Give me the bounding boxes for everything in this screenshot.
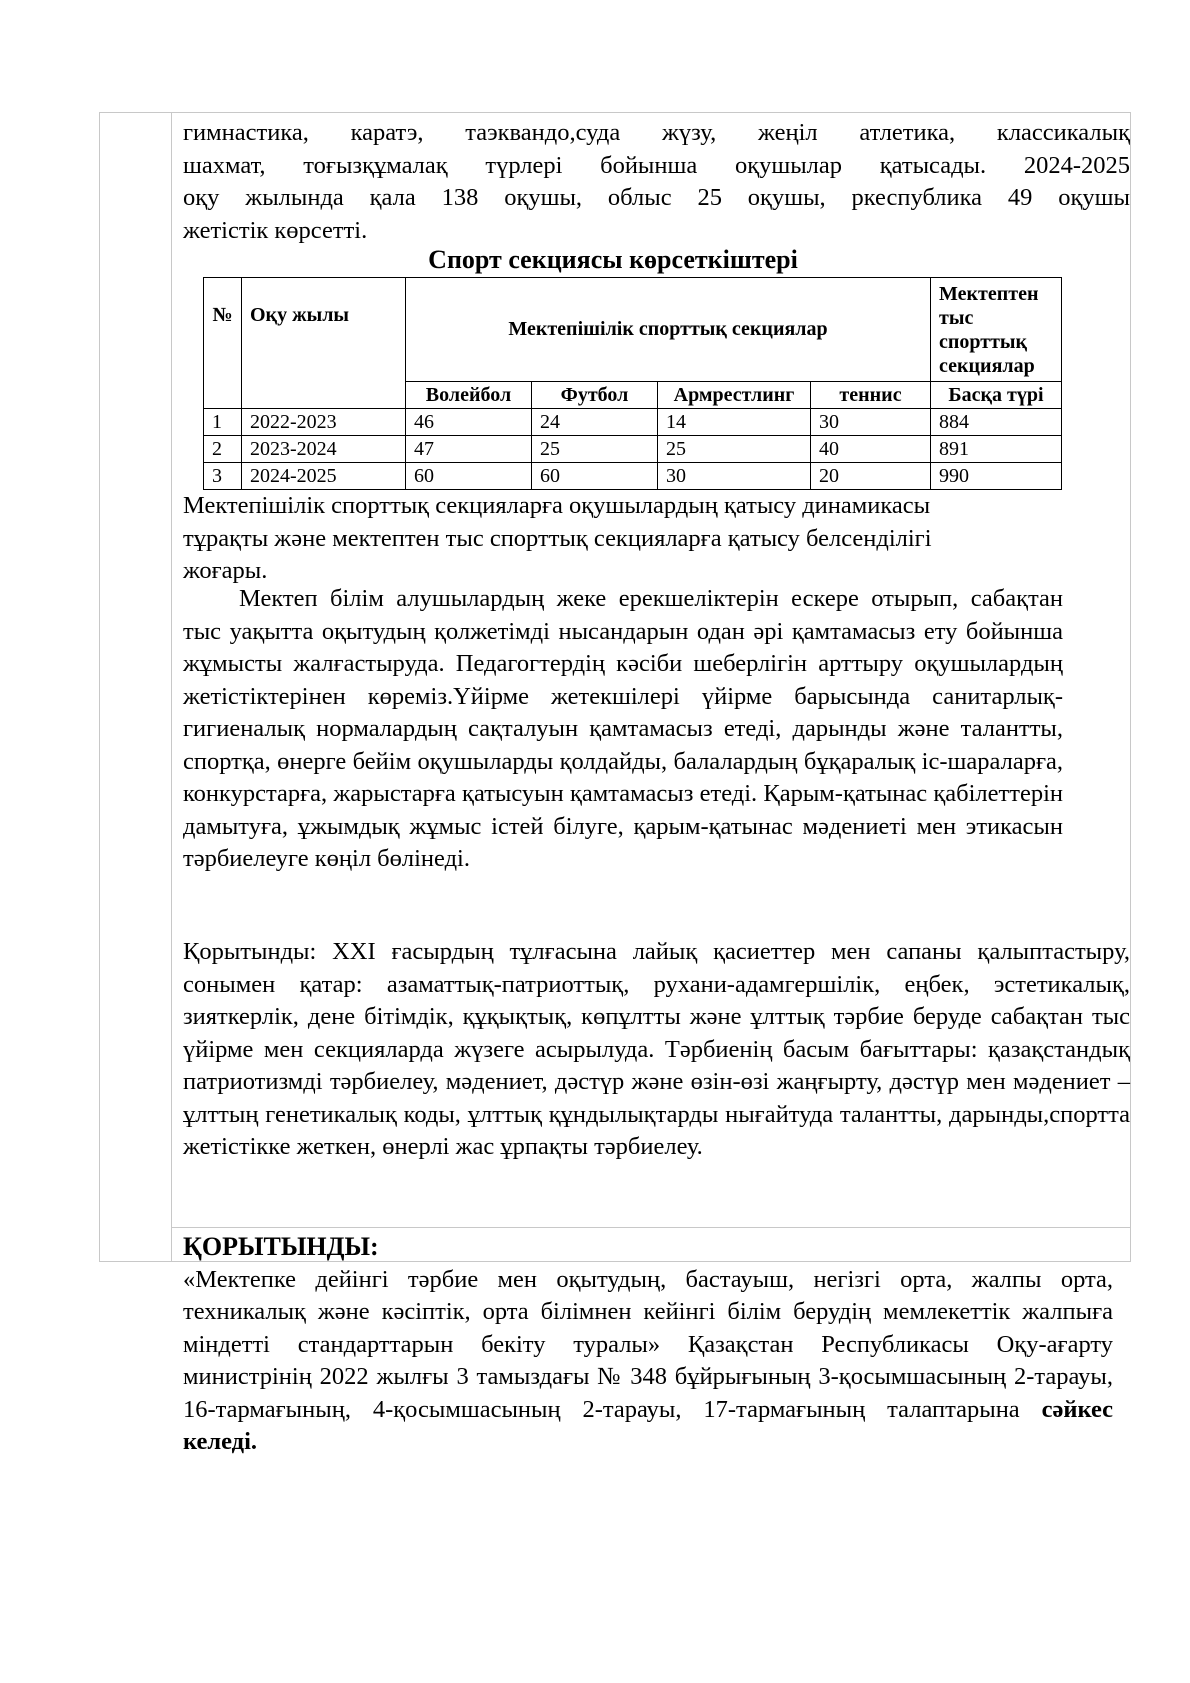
row-value: 30 [811, 409, 931, 436]
row-divider [171, 1227, 1131, 1228]
header-num: № [204, 278, 242, 409]
row-value: 24 [532, 409, 658, 436]
after-table-line: жоғары. [183, 557, 268, 584]
after-table-line: тұрақты және мектептен тыс спорттық секцияларға қатысу белсенділігі [183, 524, 932, 552]
intro-line: жетістік көрсетті. [183, 216, 368, 244]
row-value: 20 [811, 463, 931, 490]
subheader-other: Басқа түрі [931, 382, 1062, 409]
table-row [204, 409, 1062, 436]
header-inschool: Мектепішілік спорттық секциялар [406, 278, 931, 382]
table-row [204, 436, 1062, 463]
intro-text [183, 117, 1130, 247]
row-year: 2024-2025 [242, 463, 406, 490]
row-num: 1 [204, 409, 242, 436]
column-divider [171, 112, 172, 1262]
row-value: 990 [931, 463, 1062, 490]
row-value: 25 [658, 436, 811, 463]
row-value: 46 [406, 409, 532, 436]
intro-line: шахмат, тоғызқұмалақ түрлері бойынша оқушылар қатысады. 2024-2025 [183, 151, 1130, 179]
final-bold-end: сәйкес келеді. [183, 1395, 1114, 1455]
intro-line: гимнастика, каратэ, таэквандо,суда жүзу, жеңіл атлетика, классикалық [183, 119, 1130, 146]
sport-sections-table [203, 277, 1062, 490]
row-num: 3 [204, 463, 242, 490]
row-value: 891 [931, 436, 1062, 463]
header-year: Оқу жылы [242, 278, 406, 409]
row-year: 2023-2024 [242, 436, 406, 463]
after-table-text [183, 490, 1063, 588]
final-text-paragraph [183, 1264, 1113, 1459]
row-value: 14 [658, 409, 811, 436]
row-value: 40 [811, 436, 931, 463]
final-heading: ҚОРЫТЫНДЫ: [183, 1232, 379, 1261]
row-value: 30 [658, 463, 811, 490]
after-table-line: Мектепішілік спорттық секцияларға оқушылардың қатысу динамикасы [183, 492, 931, 519]
school-paragraph-text: Мектеп білім алушылардың жеке ерекшеліктерін ескере отырып, сабақтан тыс уақытта оқытудың қолжетімді нысандарын одан әрі қамтамасыз ету бойынша жұмысты жалғастыруда. Педагогтердің кәсіби шеберлігін арттыру оқушылардың жетістіктерінен көреміз.Үйірме жетекшілері үйірме барысында санитарлық-гигиеналық нормалардың сақталуын қамтамасыз етеді, дарынды және талантты, спортқа, өнерге бейім оқушыларды қолдайды, балалардың бұқаралық іс-шараларға, конкурстарға, жарыстарға қатысуын қамтамасыз етеді. Қарым-қатынас қабілеттерін дамытуға, ұжымдық жұмыс істей білуге, қарым-қатынас мәдениеті мен этикасын тәрбиелеуге көңіл бөлінеді. [183, 585, 1063, 872]
row-value: 60 [532, 463, 658, 490]
row-value: 60 [406, 463, 532, 490]
school-paragraph [183, 583, 1063, 876]
table-title: Спорт секциясы көрсеткіштері [428, 245, 798, 274]
intro-line: оқу жылында қала 138 оқушы, облыс 25 оқушы, ркеспублика 49 оқушы [183, 184, 1130, 211]
subheader-football: Футбол [532, 382, 658, 409]
table-row [204, 463, 1062, 490]
conclusion-paragraph [183, 936, 1130, 1164]
final-text: «Мектепке дейінгі тәрбие мен оқытудың, бастауыш, негізгі орта, жалпы орта, техникалық және кәсіптік, орта білімнен кейінгі білім берудің мемлекеттік жалпыға міндетті стандарттарын бекіту туралы» Қазақстан Республикасы Оқу-ағарту министрінің 2022 жылғы 3 тамыздағы № 348 бұйрығының 3-қосымшасының 2-тарауы, 16-тармағының, 4-қосымшасының 2-тарауы, 17-тармағының талаптарына [183, 1265, 1113, 1423]
row-year: 2022-2023 [242, 409, 406, 436]
final-conclusion [183, 1231, 1113, 1459]
header-outschool: Мектептен тыс спорттық секциялар [931, 278, 1062, 382]
subheader-armwrestling: Армрестлинг [658, 382, 811, 409]
subheader-tennis: теннис [811, 382, 931, 409]
subheader-volleyball: Волейбол [406, 382, 532, 409]
row-value: 47 [406, 436, 532, 463]
row-num: 2 [204, 436, 242, 463]
conclusion-paragraph-text: Қорытынды: XXI ғасырдың тұлғасына лайық қасиеттер мен сапаны қалыптастыру, сонымен қатар: азаматтық-патриоттық, рухани-адамгершілік, еңбек, эстетикалық, зияткерлік, дене бітімдік, құқықтық, көпұлтты және ұлттық тәрбие беруде сабақтан тыс үйірме мен секцияларда жүзеге асырылуда. Тәрбиенің басым бағыттары: қазақстандық патриотизмді тәрбиелеу, мәдениет, дәстүр және өзін-өзі жаңғырту, дәстүр мен мәдениет – ұлттың генетикалық коды, ұлттық құндылықтарды нығайтуда талантты, дарынды,спортта жетістікке жеткен, өнерлі жас ұрпақты тәрбиелеу. [183, 938, 1130, 1160]
row-value: 25 [532, 436, 658, 463]
row-value: 884 [931, 409, 1062, 436]
